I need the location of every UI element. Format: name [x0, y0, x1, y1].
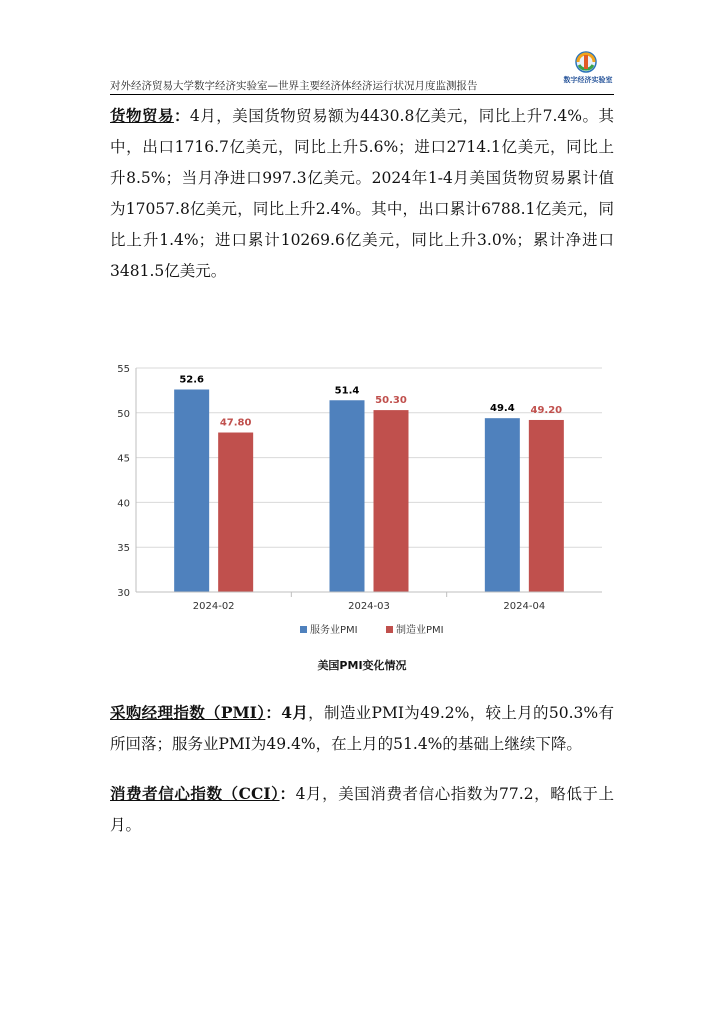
data-label: 49.4 [489, 403, 515, 415]
legend-swatch [386, 626, 393, 633]
cci-colon: ： [279, 784, 296, 803]
cci-text: 4月，美国消费者信心指数为77.2，略低于上月。 [110, 785, 614, 834]
y-tick-label: 45 [117, 453, 130, 465]
bar [374, 410, 409, 592]
pmi-month: 4月 [281, 703, 309, 722]
pmi-colon: ： [265, 703, 282, 722]
y-tick-label: 40 [117, 498, 130, 510]
cci-paragraph [110, 778, 614, 841]
legend-swatch [300, 626, 307, 633]
logo-text: 数字经济实验室 [563, 76, 613, 84]
trade-text: 4月，美国货物贸易额为4430.8亿美元，同比上升7.4%。其中，出口1716.7亿美元，同比上升5.6%；进口2714.1亿美元，同比上升8.5%；当月净进口997.3亿美元。2024年1-4月美国货物贸易累计值为17057.8亿美元，同比上升2.4%。其中，出口累计6788.1亿美元，同比上升1.4%；进口累计10269.6亿美元，同比上升3.0%；累计净进口3481.5亿美元。 [110, 107, 614, 280]
y-tick-label: 30 [117, 588, 130, 599]
trade-label: 货物贸易 [110, 106, 174, 125]
pmi-label: 采购经理指数（PMI） [110, 703, 266, 722]
pmi-chart-svg [112, 356, 612, 656]
legend-label: 制造业PMI [396, 625, 444, 636]
pmi-chart [112, 356, 612, 656]
legend-label: 服务业PMI [310, 625, 358, 636]
x-tick-label: 2024-03 [348, 601, 390, 612]
y-tick-label: 35 [117, 543, 130, 555]
bar [330, 400, 365, 592]
pmi-paragraph [110, 697, 614, 760]
x-tick-label: 2024-04 [503, 601, 546, 612]
trade-paragraph [110, 100, 614, 287]
chart-caption: 美国PMI变化情况 [317, 659, 407, 672]
pmi-text: ，制造业PMI为49.2%，较上月的50.3%有所回落；服务业PMI为49.4%，在上月的51.4%的基础上继续下降。 [110, 704, 614, 753]
data-label: 50.30 [375, 395, 407, 407]
bar [485, 418, 520, 592]
data-label: 49.20 [530, 404, 563, 416]
bar [218, 433, 253, 592]
y-tick-label: 50 [117, 408, 130, 420]
trade-colon: ： [173, 106, 190, 125]
data-label: 52.6 [179, 374, 205, 386]
header-divider [110, 94, 614, 95]
y-tick-label: 55 [117, 364, 130, 375]
report-header: 对外经济贸易大学数字经济实验室—世界主要经济体经济运行状况月度监测报告 [110, 80, 478, 92]
data-label: 47.80 [219, 417, 252, 429]
x-tick-label: 2024-02 [192, 601, 235, 612]
data-label: 51.4 [334, 385, 360, 397]
bar [174, 390, 209, 592]
bar [529, 420, 564, 592]
cci-label: 消费者信心指数（CCI） [110, 784, 280, 803]
